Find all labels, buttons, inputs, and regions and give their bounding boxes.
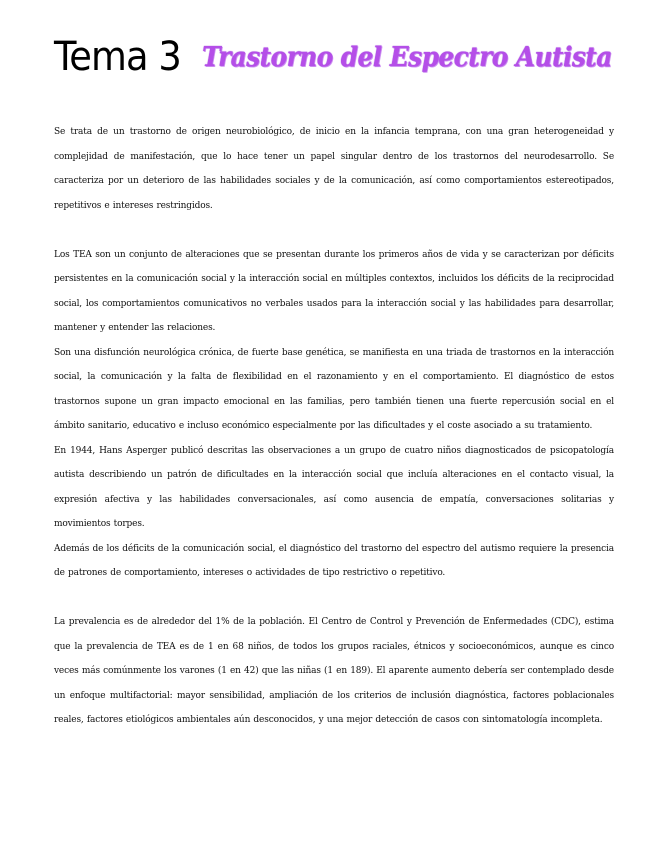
paragraph-spacer	[54, 586, 614, 611]
topic-subtitle: Trastorno del Espectro Autista	[201, 42, 612, 73]
paragraph-asperger-history: En 1944, Hans Asperger publicó descritas las observaciones a un grupo de cuatro niños diagnosticados de psicopatología autista describiendo un patrón de dificultades en la interacción social que incluía alteraciones en el contacto visual, la expresión afectiva y las habilidades conversacionales, así como ausencia de empatía, conversaciones solitarias y movimientos torpes.	[54, 445, 614, 529]
paragraph-tea-description: Los TEA son un conjunto de alteraciones que se presentan durante los primeros años de vida y se caracterizan por déficits persistentes en la comunicación social y la interacción social en múltiples contextos, incluidos los déficits de la reciprocidad social, los comportamientos comunicativos no verbales usados para la interacción social y las habilidades para desarrollar, mantener y entender las relaciones.	[54, 249, 614, 333]
paragraph-prevalence: La prevalencia es de alrededor del 1% de la población. El Centro de Control y Prevención de Enfermedades (CDC), estima que la prevalencia de TEA es de 1 en 68 niños, de todos los grupos raciales, étnicos y socioeconómicos, aunque es cinco veces más comúnmente los varones (1 en 42) que las niñas (1 en 189). El aparente aumento debería ser contemplado desde un enfoque multifactorial: mayor sensibilidad, ampliación de los criterios de inclusión diagnóstica, factores poblacionales reales, factores etiológicos ambientales aún desconocidos, y una mejor detección de casos con sintomatología incompleta.	[54, 617, 614, 725]
paragraph-spacer	[54, 218, 614, 243]
topic-number-title: Tema 3	[54, 34, 181, 80]
page-header	[54, 32, 647, 82]
document-body	[54, 120, 614, 733]
paragraph-definition: Se trata de un trastorno de origen neurobiológico, de inicio en la infancia temprana, con una gran heterogeneidad y complejidad de manifestación, que lo hace tener un papel singular dentro de los trastornos del neurodesarrollo. Se caracteriza por un deterioro de las habilidades sociales y de la comunicación, así como comportamientos estereotipados, repetitivos e intereses restringidos.	[54, 127, 614, 211]
paragraph-neurological-dysfunction: Son una disfunción neurológica crónica, de fuerte base genética, se manifiesta en una triada de trastornos en la interacción social, la comunicación y la falta de flexibilidad en el razonamiento y en el comportamiento. El diagnóstico de estos trastornos supone un gran impacto emocional en las familias, pero también tienen una fuerte repercusión social en el ámbito sanitario, educativo e incluso económico especialmente por las dificultades y el coste asociado a su tratamiento.	[54, 347, 614, 431]
paragraph-diagnosis-requirements: Además de los déficits de la comunicación social, el diagnóstico del trastorno del espectro del autismo requiere la presencia de patrones de comportamiento, intereses o actividades de tipo restrictivo o repetitivo.	[54, 543, 614, 578]
